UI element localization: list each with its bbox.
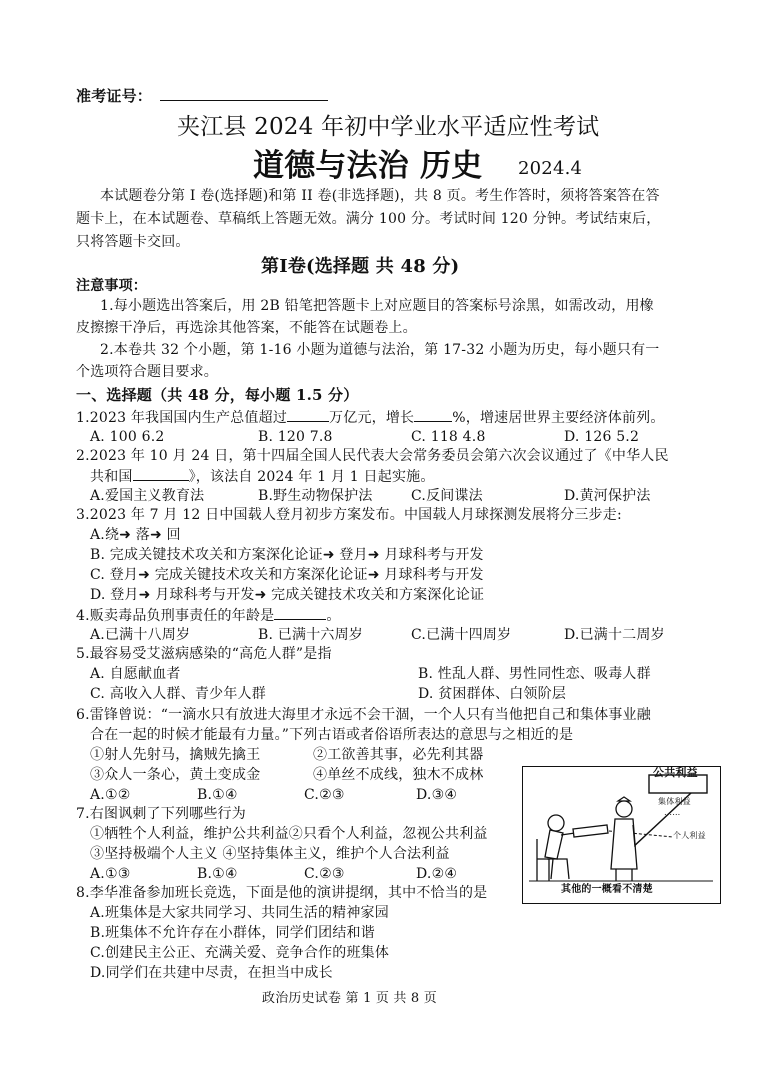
q4-option-a: A.已满十八周岁 (90, 627, 191, 643)
q7-option-a: A.①③ (90, 866, 131, 882)
exam-date: 2024.4 (518, 158, 583, 179)
answer-blank (274, 605, 326, 620)
standing-figure-head (616, 801, 632, 817)
question-7-stem: 7.右图讽刺了下列哪些行为 (76, 806, 246, 822)
q7-option-b: B.①④ (197, 866, 238, 882)
q1-stem-part: 万亿元，增长 (329, 410, 415, 426)
question-2-stem: 2.2023 年 10 月 24 日，第十四届全国人民代表大会常务委员会第六次会议通过了《中华人民 (76, 448, 669, 464)
q8-option-b: B.班集体不允许存在小群体，同学们团结和谐 (90, 925, 375, 941)
q1-stem-part: %，增速居世界主要经济体前列。 (452, 410, 665, 426)
q6-option-d: D.③④ (416, 787, 458, 803)
q6-item-2: ②工欲善其事，必先利其器 (313, 747, 484, 763)
notes-line: 皮擦擦干净后，再选涂其他答案，不能答在试题卷上。 (76, 320, 417, 336)
q1-option-d: D. 126 5.2 (564, 429, 640, 445)
q3-option-d: D. 登月➜ 月球科考与开发➜ 完成关键技术攻关和方案深化论证 (90, 587, 485, 603)
q1-option-c: C. 118 4.8 (411, 429, 486, 445)
satire-cartoon (522, 766, 721, 904)
notes-line: 个选项符合题目要求。 (76, 364, 218, 380)
question-1-stem (76, 407, 665, 428)
part-heading: 一、选择题（共 48 分，每小题 1.5 分） (76, 386, 359, 404)
q4-stem-part: 。 (326, 608, 341, 624)
q3-option-a: A.绕➜ 落➜ 回 (90, 527, 181, 543)
q6-option-a: A.①② (90, 787, 131, 803)
cartoon-label-dots: …… (664, 808, 681, 817)
intro-line: 题卡上，在本试题卷、草稿纸上答题无效。满分 100 分。考试时间 120 分钟。考试结束后， (76, 211, 661, 227)
intro-line: 只将答题卡交回。 (76, 234, 190, 250)
subject-title: 道德与法治 历史 (253, 148, 483, 184)
q5-option-d: D. 贫困群体、白领阶层 (418, 686, 567, 702)
q3-option-b: B. 完成关键技术攻关和方案深化论证➜ 登月➜ 月球科考与开发 (90, 547, 484, 563)
q8-option-a: A.班集体是大家共同学习、共同生活的精神家园 (90, 905, 389, 921)
q2-option-a: A.爱国主义教育法 (90, 488, 205, 504)
seated-figure-head (548, 815, 564, 831)
answer-blank (414, 407, 452, 422)
q5-option-b: B. 性乱人群、男性同性恋、吸毒人群 (418, 666, 651, 682)
notes-line: 2.本卷共 32 个小题，第 1-16 小题为道德与法治，第 17-32 小题为历史，每小题只有一 (100, 342, 660, 358)
q8-option-c: C.创建民主公正、充满关爱、竞争合作的班集体 (90, 945, 390, 961)
question-5-stem: 5.最容易受艾滋病感染的“高危人群”是指 (76, 646, 332, 662)
q6-item-4: ④单丝不成线，独木不成林 (313, 767, 484, 783)
intro-line: 本试题卷分第 I 卷(选择题)和第 II 卷(非选择题)，共 8 页。考生作答时，须将答案答在答 (100, 188, 660, 204)
seated-figure-legs (547, 859, 569, 879)
question-6-stem-cont: 合在一起的时候才能最有力量。”下列古语或者俗语所表达的意思与之相近的是 (90, 727, 574, 743)
q2-option-c: C.反间谍法 (411, 488, 483, 504)
answer-blank (133, 466, 189, 481)
notes-line: 1.每小题选出答案后，用 2B 铅笔把答题卡上对应题目的答案标号涂黑，如需改动，用橡 (100, 298, 654, 314)
q2-stem-part: 》，该法自 2024 年 1 月 1 日起实施。 (188, 469, 435, 485)
q1-option-b: B. 120 7.8 (258, 429, 333, 445)
standing-figure-legs (616, 869, 632, 881)
q4-stem-part: 4.贩卖毒品负刑事责任的年龄是 (76, 608, 275, 624)
exam-id-label: 准考证号： (76, 87, 153, 105)
seated-figure-body (545, 830, 563, 859)
q4-option-c: C.已满十四周岁 (411, 627, 512, 643)
q6-item-1: ①射人先射马，擒贼先擒王 (90, 747, 261, 763)
question-4-stem (76, 605, 341, 626)
q8-option-d: D.同学们在共建中尽责，在担当中成长 (90, 965, 333, 981)
cartoon-label-collective: 集体利益 (658, 797, 691, 806)
q2-option-d: D.黄河保护法 (564, 488, 651, 504)
exam-id-blank (160, 100, 328, 101)
q2-option-b: B.野生动物保护法 (258, 488, 373, 504)
q3-option-c: C. 登月➜ 完成关键技术攻关和方案深化论证➜ 月球科考与开发 (90, 567, 484, 583)
q5-option-c: C. 高收入人群、青少年人群 (90, 686, 266, 702)
cartoon-caption: 其他的一概看不清楚 (561, 884, 653, 895)
q6-item-3: ③众人一条心，黄土变成金 (90, 767, 261, 783)
question-6-stem: 6.雷锋曾说：“一滴水只有放进大海里才永远不会干涸，一个人只有当他把自己和集体事业融 (76, 707, 651, 723)
question-8-stem: 8.李华准备参加班长竞选，下面是他的演讲提纲，其中不恰当的是 (76, 885, 488, 901)
q6-option-b: B.①④ (197, 787, 238, 803)
q7-option-c: C.②③ (304, 866, 345, 882)
q4-option-d: D.已满十二周岁 (564, 627, 665, 643)
answer-blank (287, 407, 329, 422)
section-title: 第Ⅰ卷(选择题 共 48 分) (261, 256, 460, 277)
question-3-stem: 3.2023 年 7 月 12 日中国载人登月初步方案发布。中国载人月球探测发展将分三步走: (76, 507, 622, 523)
q5-option-a: A. 自愿献血者 (90, 666, 181, 682)
q4-option-b: B. 已满十六周岁 (258, 627, 363, 643)
telescope (573, 825, 608, 837)
exam-title: 夹江县 2024 年初中学业水平适应性考试 (177, 114, 600, 140)
q1-option-a: A. 100 6.2 (90, 429, 165, 445)
q7-items-line: ③坚持极端个人主义 ④坚持集体主义，维护个人合法利益 (90, 846, 450, 862)
q6-option-c: C.②③ (304, 787, 345, 803)
question-2-stem-cont (90, 466, 435, 487)
q2-stem-part: 共和国 (90, 469, 133, 485)
cartoon-label-personal: 个人利益 (673, 831, 706, 840)
q7-option-d: D.②④ (416, 866, 458, 882)
notes-heading: 注意事项： (76, 278, 147, 294)
cartoon-label-public: 公共利益 (653, 766, 698, 779)
q7-items-line: ①牺牲个人利益，维护公共利益②只看个人利益，忽视公共利益 (90, 826, 488, 842)
page-footer: 政治历史试卷 第 1 页 共 8 页 (262, 991, 437, 1006)
q1-stem-part: 1.2023 年我国国内生产总值超过 (76, 410, 288, 426)
